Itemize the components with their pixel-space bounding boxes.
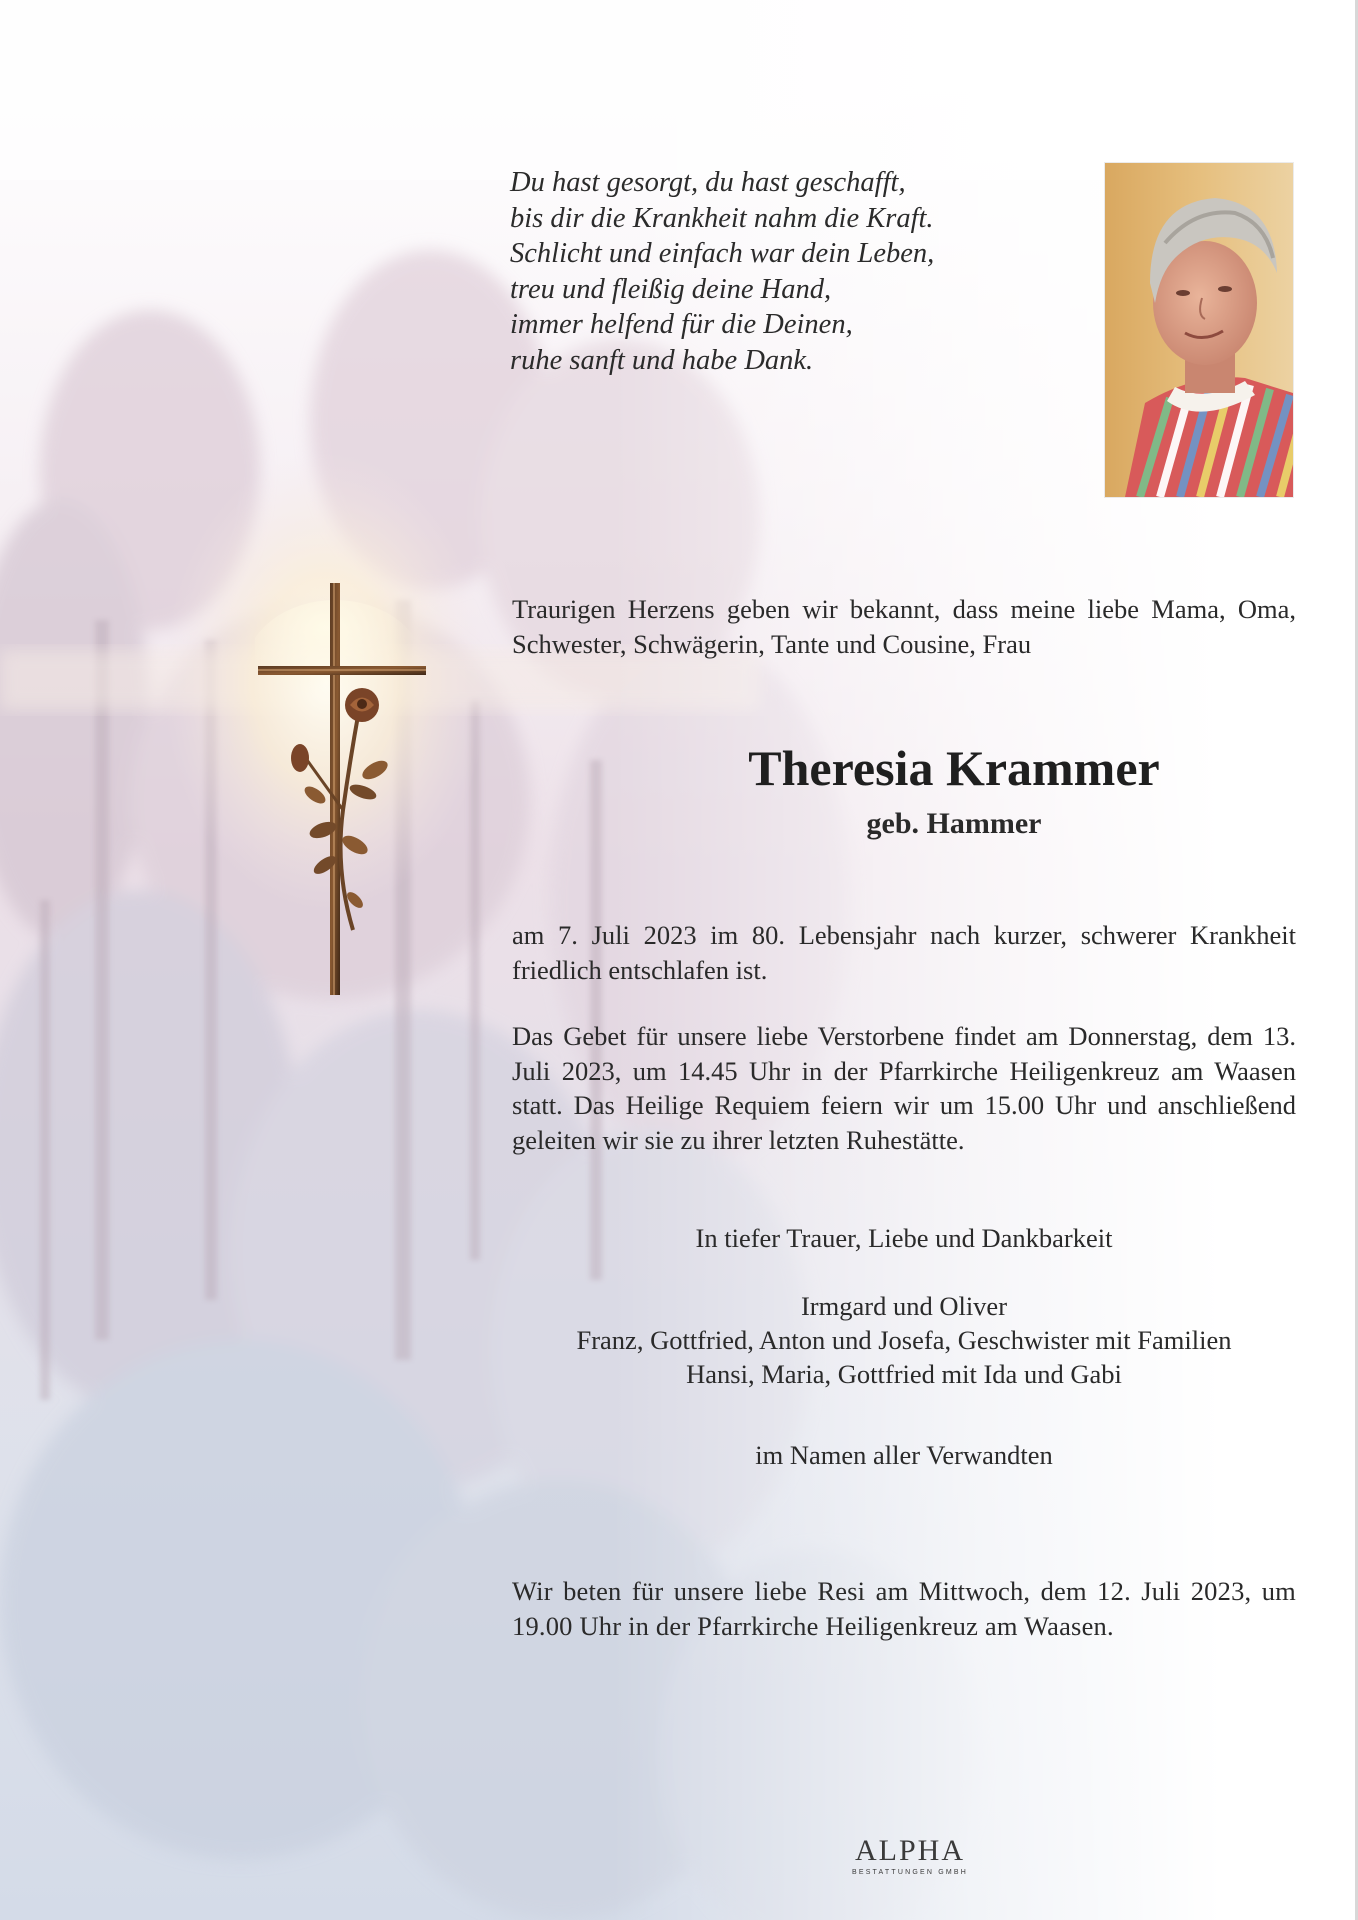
mourner-line: Hansi, Maria, Gottfried mit Ida und Gabi <box>686 1359 1122 1389</box>
cross-with-rose-icon <box>255 580 430 1000</box>
intro-text: Traurigen Herzens geben wir bekannt, dass meine liebe Mama, Oma, Schwester, Schwägerin, Tante und Cousine, Frau <box>512 594 1296 659</box>
funeral-home-logo <box>800 1836 1020 1878</box>
poem-line: Schlicht und einfach war dein Leben, <box>510 238 935 269</box>
poem <box>510 165 1050 378</box>
poem-line: treu und fleißig deine Hand, <box>510 273 832 305</box>
mourner-line: Irmgard und Oliver <box>800 1291 1008 1321</box>
birth-name: geb. Hammer <box>866 807 1042 840</box>
mourner-line: Franz, Gottfried, Anton und Josefa, Geschwister mit Familien <box>576 1325 1232 1355</box>
death-notice: am 7. Juli 2023 im 80. Lebensjahr nach kurzer, schwerer Krankheit friedlich entschlafen ist. <box>512 920 1296 985</box>
logo-subtitle: BESTATTUNGEN GMBH <box>851 1869 969 1876</box>
portrait-photo <box>1105 163 1293 497</box>
prayer-evening: Wir beten für unsere liebe Resi am Mittwoch, dem 12. Juli 2023, um 19.00 Uhr in der Pfarrkirche Heiligenkreuz am Waasen. <box>512 1576 1296 1641</box>
poem-line: Du hast gesorgt, du hast geschafft, <box>510 167 906 198</box>
poem-line: bis dir die Krankheit nahm die Kraft. <box>510 202 934 234</box>
relatives-line: im Namen aller Verwandten <box>755 1440 1053 1470</box>
closing-line: In tiefer Trauer, Liebe und Dankbarkeit <box>695 1223 1113 1253</box>
service-details: Das Gebet für unsere liebe Verstorbene findet am Donnerstag, dem 13. Juli 2023, um 14.45 Uhr in der Pfarrkirche Heiligenkreuz am Waasen statt. Das Heilige Requiem feiern wir um 15.00 Uhr und anschließend geleiten wir sie zu ihrer letzten Ruhestätte. <box>512 1021 1296 1155</box>
deceased-name: Theresia Krammer <box>748 740 1160 796</box>
poem-line: ruhe sanft und habe Dank. <box>510 344 814 376</box>
poem-line: immer helfend für die Deinen, <box>510 309 853 340</box>
mourners-list <box>512 1289 1296 1391</box>
logo-brand: ALPHA <box>854 1834 965 1867</box>
